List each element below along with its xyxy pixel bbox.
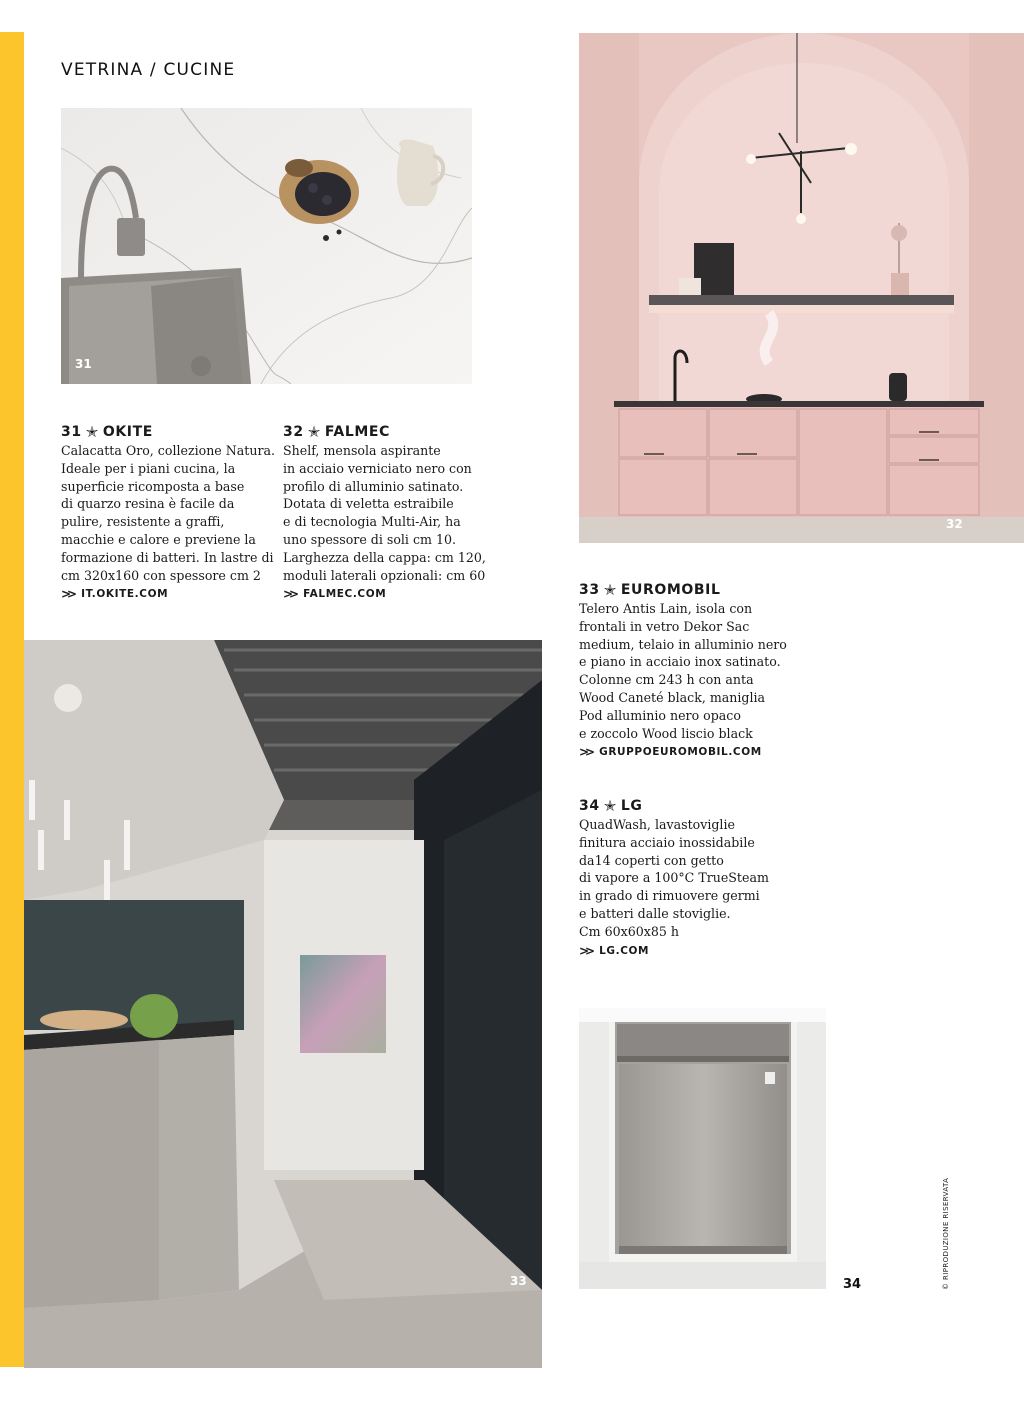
- star-icon: ✭: [307, 422, 321, 441]
- figure-number: 34: [843, 1277, 862, 1292]
- double-chevron-right-icon: >>: [61, 587, 74, 602]
- entry-okite: [61, 424, 276, 601]
- entry-link[interactable]: [579, 944, 809, 958]
- entry-heading: [579, 798, 809, 814]
- entry-link-text[interactable]: FALMEC.COM: [303, 588, 387, 601]
- entry-link[interactable]: [579, 745, 809, 759]
- entry-number: 31: [61, 424, 82, 440]
- entry-brand: EUROMOBIL: [620, 582, 721, 598]
- photo-euromobil-kitchen: [24, 640, 542, 1368]
- entry-number: 33: [579, 582, 600, 598]
- entry-link[interactable]: [283, 587, 498, 601]
- photo-falmec-pink-kitchen: [579, 33, 1024, 543]
- copyright-notice: © RIPRODUZIONE RISERVATA: [942, 1177, 950, 1290]
- entry-number: 34: [579, 798, 600, 814]
- entry-brand: OKITE: [102, 424, 153, 440]
- entry-link-text[interactable]: LG.COM: [599, 944, 650, 957]
- entry-link-text[interactable]: GRUPPOEUROMOBIL.COM: [599, 746, 762, 759]
- star-icon: ✭: [603, 580, 617, 599]
- entry-heading: [283, 424, 498, 440]
- entry-falmec: [283, 424, 498, 601]
- double-chevron-right-icon: >>: [283, 587, 296, 602]
- photo-lg-dishwasher: [579, 1008, 826, 1289]
- entry-link[interactable]: [61, 587, 276, 601]
- entry-description: Telero Antis Lain, isola con frontali in vetro Dekor Sac medium, telaio in alluminio nero e piano in acciaio inox satinato. Colonne cm 243 h con anta Wood Caneté black, maniglia Pod alluminio nero opaco e zoccolo Wood liscio black: [579, 601, 787, 741]
- photo-okite-countertop: [61, 108, 472, 384]
- star-icon: ✭: [603, 796, 617, 815]
- entry-number: 32: [283, 424, 304, 440]
- section-accent-bar: [0, 32, 24, 1367]
- entry-description: Shelf, mensola aspirante in acciaio verniciato nero con profilo di alluminio satinato. Dotata di veletta estraibile e di tecnologia Multi-Air, ha uno spessore di soli cm 10. Larghezza della cappa: cm 120, moduli laterali opzionali: cm 60: [283, 443, 486, 583]
- section-title: VETRINA / CUCINE: [61, 60, 236, 80]
- entry-description: Calacatta Oro, collezione Natura. Ideale per i piani cucina, la superficie ricomposta a base di quarzo resina è facile da pulire, resistente a graffi, macchie e calore e previene la formazione di batteri. In lastre di cm 320x160 con spessore cm 2: [61, 443, 275, 583]
- star-icon: ✭: [85, 422, 99, 441]
- figure-number: 33: [510, 1274, 527, 1288]
- double-chevron-right-icon: >>: [579, 943, 592, 958]
- entry-euromobil: [579, 582, 809, 759]
- entry-brand: FALMEC: [324, 424, 390, 440]
- figure-number: 31: [75, 357, 92, 371]
- entry-link-text[interactable]: IT.OKITE.COM: [81, 588, 169, 601]
- entry-heading: [61, 424, 276, 440]
- double-chevron-right-icon: >>: [579, 745, 592, 760]
- entry-heading: [579, 582, 809, 598]
- entry-lg: [579, 798, 809, 958]
- entry-description: QuadWash, lavastoviglie finitura acciaio inossidabile da14 coperti con getto di vapore a 100°C TrueSteam in grado di rimuovere germi e batteri dalle stoviglie. Cm 60x60x85 h: [579, 817, 769, 939]
- entry-brand: LG: [620, 798, 643, 814]
- figure-number: 32: [946, 517, 963, 531]
